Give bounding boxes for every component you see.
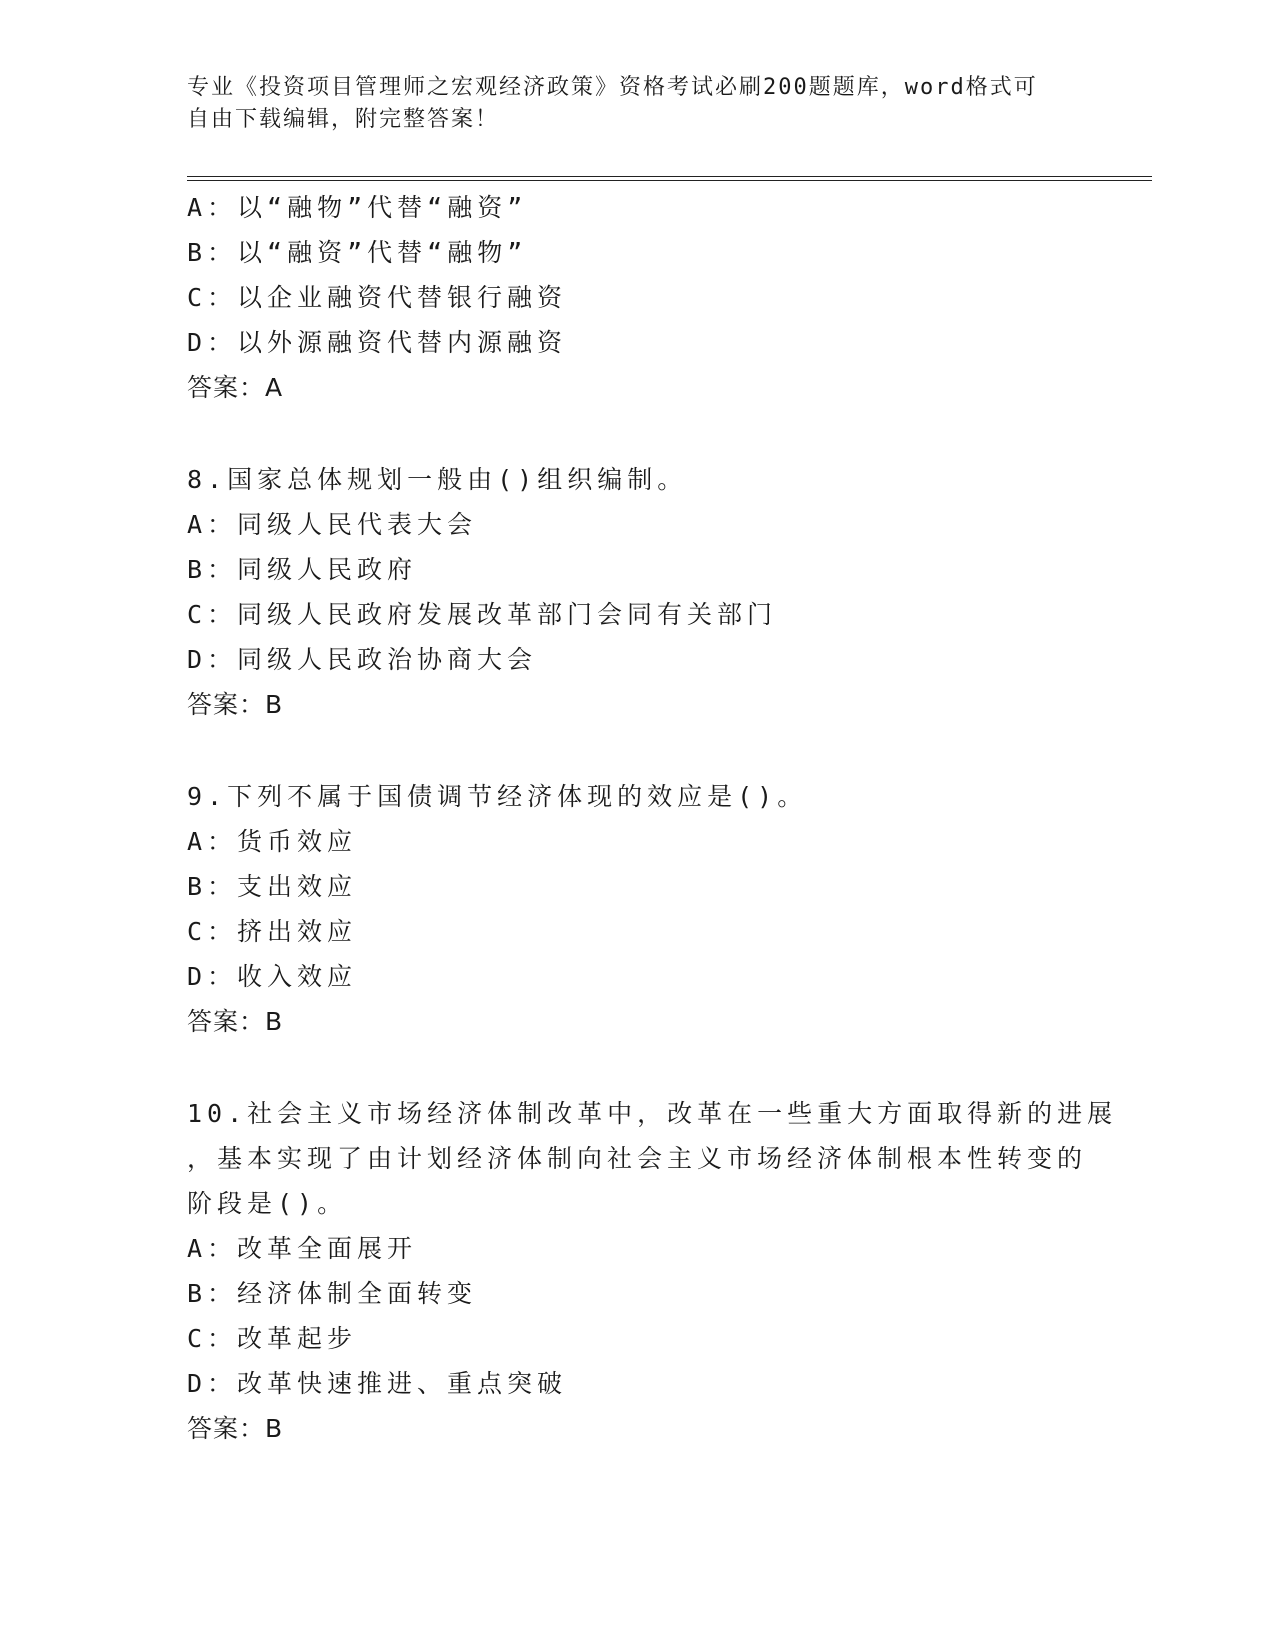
- q9-option-c: C：挤出效应: [187, 917, 358, 946]
- q8-option-a: A：同级人民代表大会: [187, 510, 478, 539]
- header-line-1: 专业《投资项目管理师之宏观经济政策》资格考试必刷200题题库，word格式可: [187, 75, 1038, 100]
- q9-option-a: A：货币效应: [187, 827, 358, 856]
- q10-answer: 答案：B: [187, 1414, 284, 1443]
- q10-stem-line-2: ，基本实现了由计划经济体制向社会主义市场经济体制根本性转变的: [187, 1144, 1088, 1173]
- header-divider-bottom: [187, 180, 1152, 181]
- q8-stem: 8.国家总体规划一般由()组织编制。: [187, 465, 688, 494]
- q9-option-b: B：支出效应: [187, 872, 358, 901]
- q10-option-d: D：改革快速推进、重点突破: [187, 1369, 568, 1398]
- header-divider-top: [187, 176, 1152, 177]
- header-line-2: 自由下载编辑，附完整答案！: [187, 107, 500, 132]
- q9-option-d: D：收入效应: [187, 962, 358, 991]
- q9-stem: 9.下列不属于国债调节经济体现的效应是()。: [187, 782, 808, 811]
- q10-stem-line-1: 10.社会主义市场经济体制改革中，改革在一些重大方面取得新的进展: [187, 1099, 1118, 1128]
- q8-option-c: C：同级人民政府发展改革部门会同有关部门: [187, 600, 778, 629]
- q7-option-b: B：以“融资”代替“融物”: [187, 238, 528, 267]
- q8-option-d: D：同级人民政治协商大会: [187, 645, 538, 674]
- q9-answer: 答案：B: [187, 1007, 284, 1036]
- q10-option-a: A：改革全面展开: [187, 1234, 418, 1263]
- q7-option-a: A：以“融物”代替“融资”: [187, 193, 528, 222]
- document-header: [187, 72, 1067, 136]
- q8-answer: 答案：B: [187, 690, 284, 719]
- q8-option-b: B：同级人民政府: [187, 555, 418, 584]
- q10-option-c: C：改革起步: [187, 1324, 358, 1353]
- q7-option-d: D：以外源融资代替内源融资: [187, 328, 568, 357]
- q7-answer: 答案：A: [187, 373, 284, 402]
- q10-stem-line-3: 阶段是()。: [187, 1189, 348, 1218]
- q10-option-b: B：经济体制全面转变: [187, 1279, 478, 1308]
- q7-option-c: C：以企业融资代替银行融资: [187, 283, 568, 312]
